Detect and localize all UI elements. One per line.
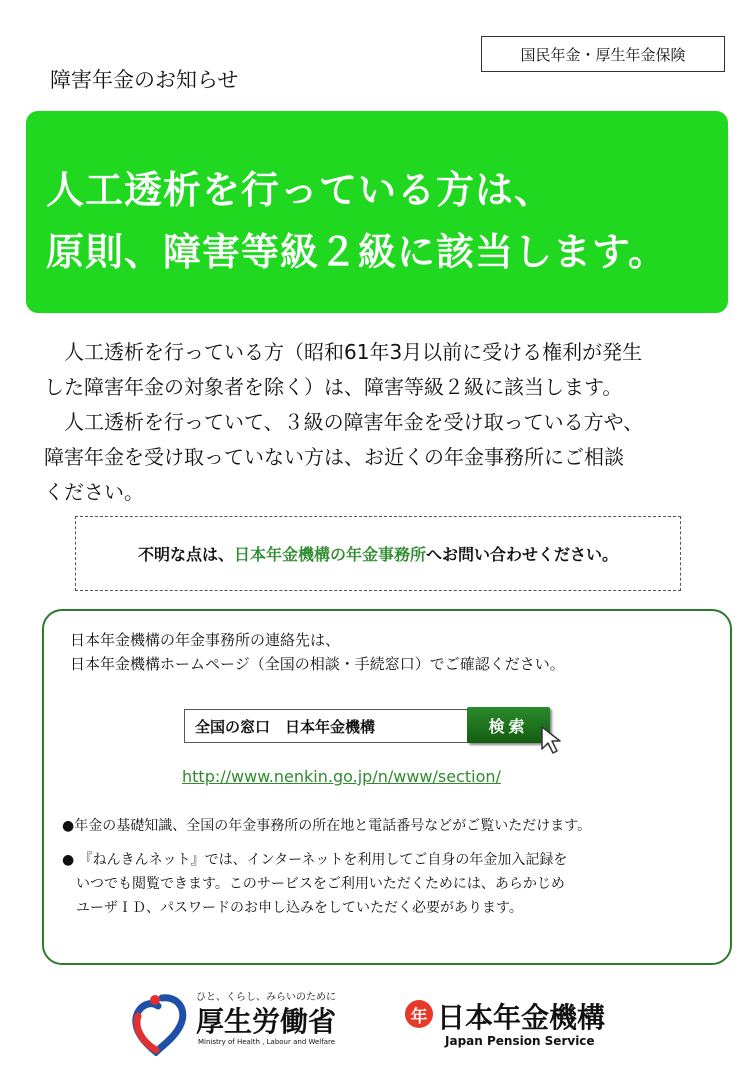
body-line: した障害年金の対象者を除く）は、障害等級２級に該当します。: [44, 375, 623, 399]
jps-english-name: Japan Pension Service: [445, 1034, 595, 1048]
headline-banner: [26, 111, 728, 313]
bullet-item-continued: ユーザＩＤ、パスワードのお申し込みをしていただく必要があります。: [76, 900, 523, 916]
jps-emblem-icon: 年: [405, 1000, 433, 1028]
bullet-item: ●年金の基礎知識、全国の年金事務所の所在地と電話番号などがご覧いただけます。: [62, 818, 592, 834]
info-line-1: 日本年金機構の年金事務所の連絡先は、: [70, 631, 341, 649]
pension-office-link-text: 日本年金機構の年金事務所: [233, 545, 426, 564]
search-input[interactable]: 全国の窓口 日本年金機構: [184, 709, 469, 743]
pension-office-url-link[interactable]: http://www.nenkin.go.jp/n/www/section/: [182, 767, 501, 786]
headline-line-1: 人工透析を行っている方は、: [46, 168, 554, 212]
mhlw-emblem-icon: [136, 995, 183, 1052]
contact-notice-box: [75, 516, 681, 591]
jps-name: 日本年金機構: [437, 1001, 606, 1034]
bullet-item: ● 『ねんきんネット』では、インターネットを利用してご自身の年金加入記録を: [62, 852, 568, 868]
mhlw-logo: [128, 986, 358, 1060]
bullet-item-continued: いつでも閲覧できます。このサービスをご利用いただくためには、あらかじめ: [76, 876, 565, 892]
search-button[interactable]: 検索: [467, 707, 550, 743]
info-line-2: 日本年金機構ホームページ（全国の相談・手続窓口）でご確認ください。: [70, 655, 565, 673]
body-line: 障害年金を受け取っていない方は、お近くの年金事務所にご相談: [44, 445, 624, 469]
mhlw-tagline: ひと、くらし、みらいのために: [196, 992, 336, 1003]
mhlw-name: 厚生労働省: [196, 1005, 337, 1038]
mhlw-english-name: Ministry of Health , Labour and Welfare: [198, 1038, 336, 1046]
insurance-type-badge: 国民年金・厚生年金保険: [481, 36, 725, 72]
body-paragraph: [44, 335, 724, 510]
body-line: 人工透析を行っている方（昭和61年3月以前に受ける権利が発生: [44, 340, 643, 364]
body-line: ください。: [44, 480, 144, 504]
mouse-cursor-icon: [540, 725, 566, 755]
contact-info-box: [42, 609, 732, 965]
headline-line-2: 原則、障害等級２級に該当します。: [46, 230, 667, 274]
body-line: 人工透析を行っていて、３級の障害年金を受け取っている方や、: [44, 410, 644, 434]
notice-title: 障害年金のお知らせ: [50, 68, 239, 92]
contact-suffix: へお問い合わせください。: [426, 545, 619, 564]
contact-prefix: 不明な点は、: [137, 545, 234, 564]
